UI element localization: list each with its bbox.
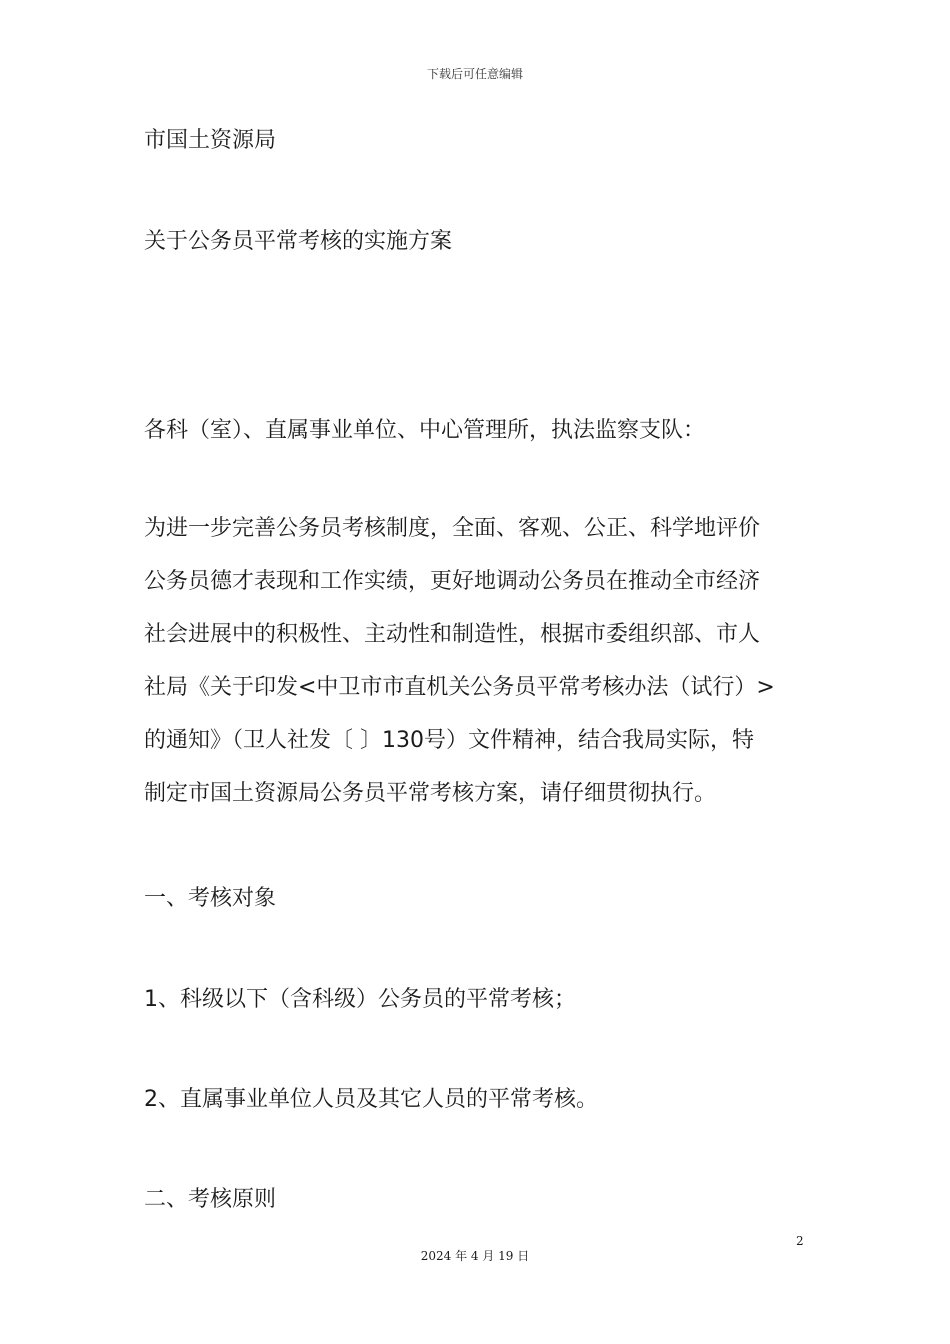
document-title: 关于公务员平常考核的实施方案 [144,229,453,254]
page-number: 2 [796,1234,804,1248]
intro-line: 的通知》（卫人社发〔 〕130号）文件精神，结合我局实际，特 [144,728,754,753]
issuer-line: 市国土资源局 [144,128,277,153]
intro-line: 公务员德才表现和工作实绩，更好地调动公务员在推动全市经济 [144,569,761,594]
section-heading-2: 二、考核原则 [144,1187,277,1212]
intro-line: 制定市国土资源局公务员平常考核方案，请仔细贯彻执行。 [144,781,717,806]
list-item-2: 2、直属事业单位人员及其它人员的平常考核。 [144,1087,598,1112]
intro-line: 为进一步完善公务员考核制度，全面、客观、公正、科学地评价 [144,516,761,541]
intro-paragraph [144,514,804,832]
list-item-1: 1、科级以下（含科级）公务员的平常考核； [144,987,576,1012]
footer-date: 2024 年 4 月 19 日 [420,1249,530,1263]
addressee-line: 各科（室）、直属事业单位、中心管理所，执法监察支队： [144,418,706,443]
intro-line: 社会进展中的积极性、主动性和制造性，根据市委组织部、市人 [144,622,761,647]
page-header-note: 下载后可任意编辑 [426,67,523,81]
section-heading-1: 一、考核对象 [144,886,277,911]
intro-line: 社局《关于印发<中卫市市直机关公务员平常考核办法（试行）> [144,675,775,700]
